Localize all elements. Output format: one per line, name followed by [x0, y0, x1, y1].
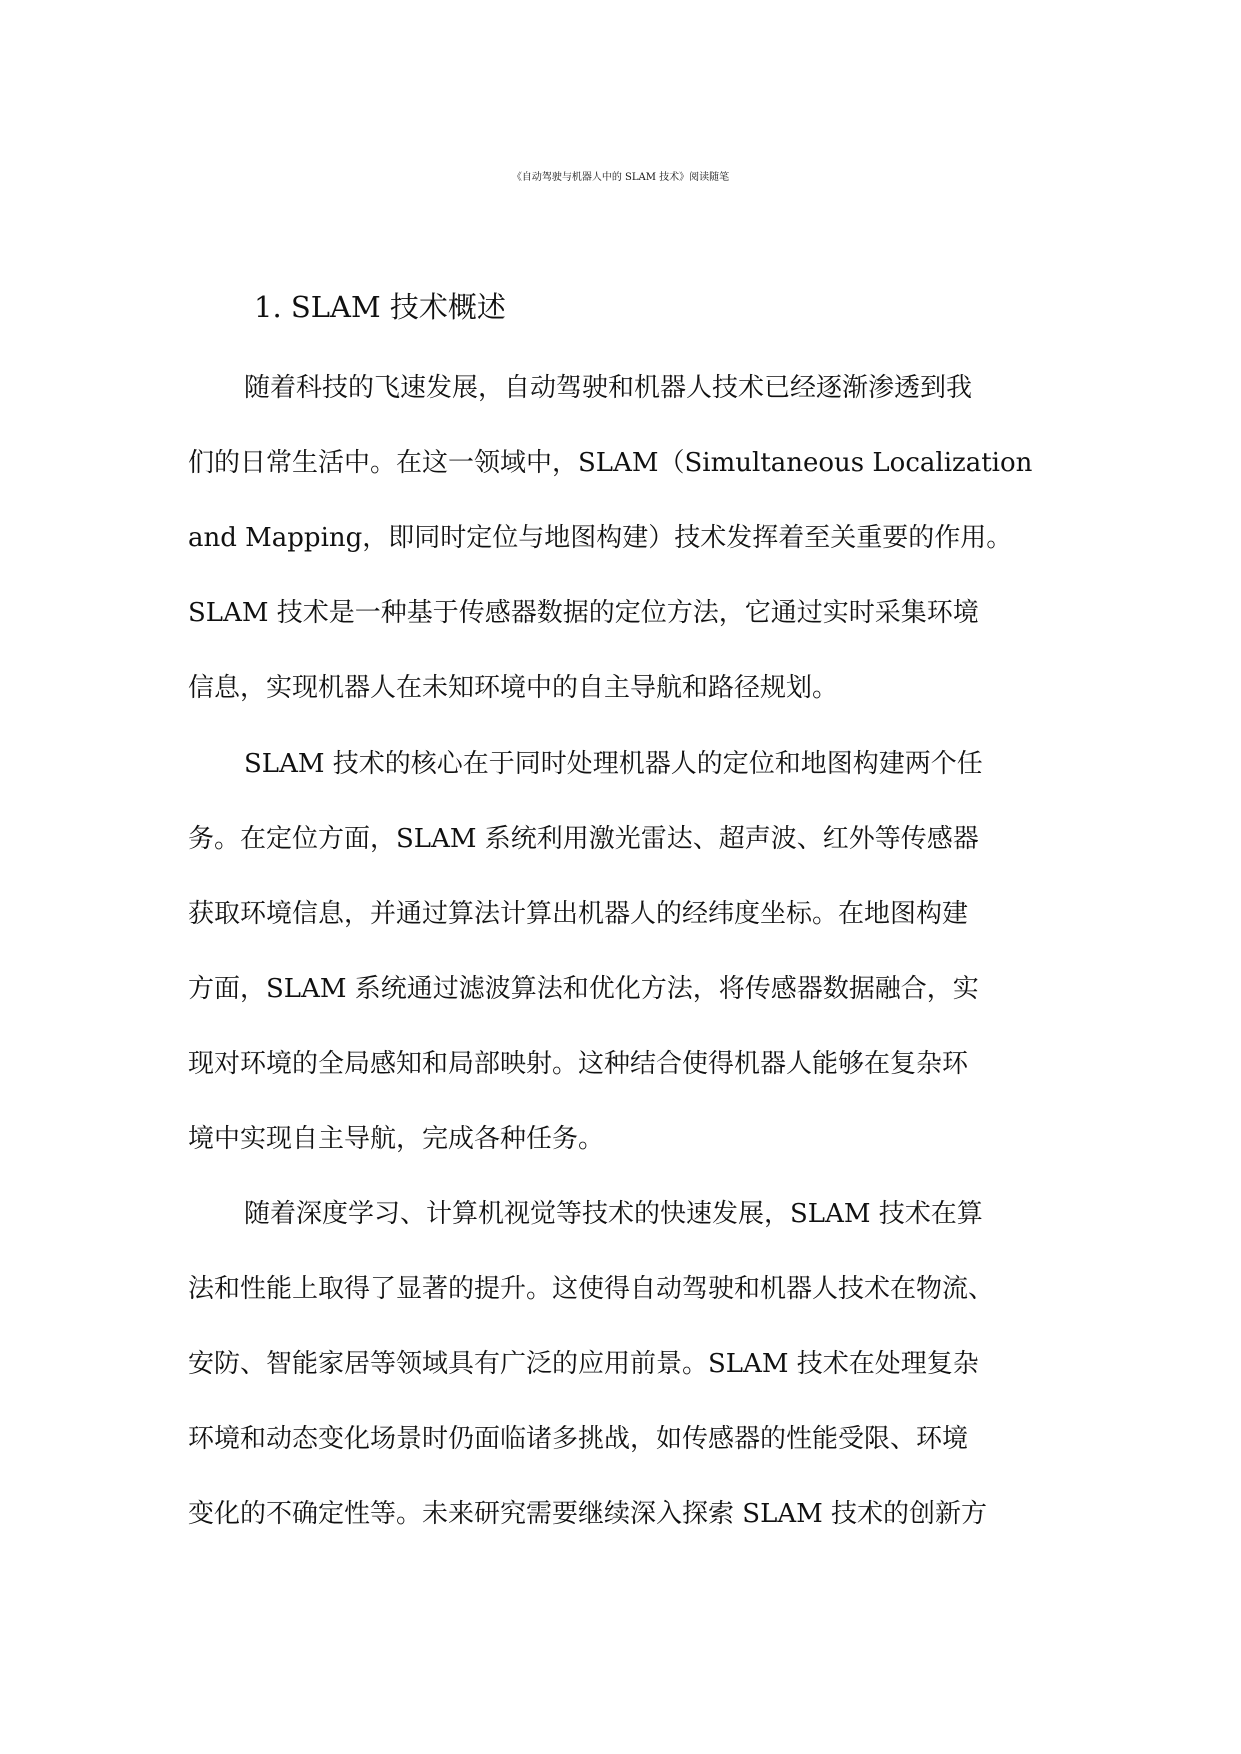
- body-line: 们的日常生活中。在这一领域中，SLAM（Simultaneous Localization: [188, 448, 1033, 478]
- body-line: and Mapping，即同时定位与地图构建）技术发挥着至关重要的作用。: [188, 523, 1013, 553]
- body-line: 方面，SLAM 系统通过滤波算法和优化方法，将传感器数据融合，实: [188, 974, 979, 1004]
- body-line: SLAM 技术的核心在于同时处理机器人的定位和地图构建两个任: [244, 749, 983, 779]
- body-line: 信息，实现机器人在未知环境中的自主导航和路径规划。: [188, 673, 839, 703]
- body-line: 随着科技的飞速发展，自动驾驶和机器人技术已经逐渐渗透到我: [244, 373, 973, 403]
- body-line: 随着深度学习、计算机视觉等技术的快速发展，SLAM 技术在算: [244, 1199, 983, 1229]
- body-line: 现对环境的全局感知和局部映射。这种结合使得机器人能够在复杂环: [188, 1049, 969, 1079]
- body-line: 环境和动态变化场景时仍面临诸多挑战，如传感器的性能受限、环境: [188, 1424, 969, 1454]
- document-title: 《自动驾驶与机器人中的 SLAM 技术》阅读随笔: [511, 172, 730, 183]
- body-line: 境中实现自主导航，完成各种任务。: [188, 1124, 605, 1154]
- body-line: 法和性能上取得了显著的提升。这使得自动驾驶和机器人技术在物流、: [188, 1274, 995, 1304]
- body-line: 获取环境信息，并通过算法计算出机器人的经纬度坐标。在地图构建: [188, 899, 969, 929]
- body-line: 变化的不确定性等。未来研究需要继续深入探索 SLAM 技术的创新方: [188, 1499, 988, 1529]
- body-line: 安防、智能家居等领域具有广泛的应用前景。SLAM 技术在处理复杂: [188, 1349, 979, 1379]
- section-heading: 1. SLAM 技术概述: [254, 290, 506, 324]
- body-line: 务。在定位方面，SLAM 系统利用激光雷达、超声波、红外等传感器: [188, 824, 979, 854]
- body-line: SLAM 技术是一种基于传感器数据的定位方法，它通过实时采集环境: [188, 598, 979, 628]
